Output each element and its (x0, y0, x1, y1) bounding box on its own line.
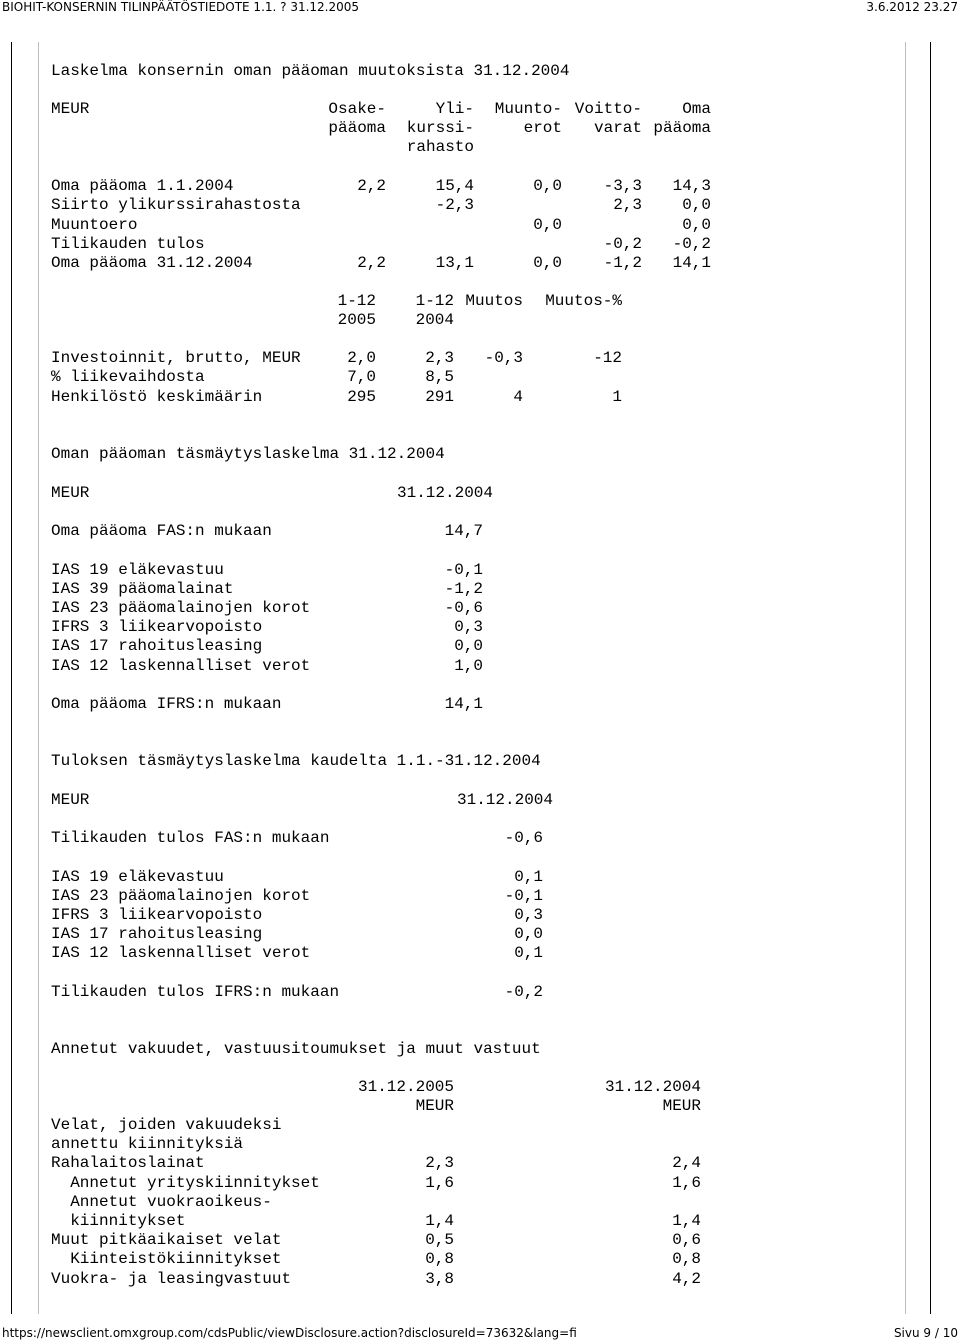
cell-value: -0,1 (504, 886, 543, 905)
row-label: Vuokra- ja leasingvastuut (51, 1269, 292, 1288)
cell-value: 0,8 (425, 1250, 454, 1269)
cell-value: 0,5 (425, 1231, 454, 1250)
section-title: Oman pääoman täsmäytyslaskelma 31.12.2004 (51, 445, 445, 463)
cell-value: 2,4 (672, 1154, 701, 1173)
column-header: pääoma (328, 119, 386, 137)
cell-value: 1,6 (672, 1173, 701, 1192)
cell-value: 1,0 (454, 656, 483, 675)
cell-value: 2,0 (347, 349, 376, 367)
column-header: 31.12.2004 (604, 1078, 701, 1096)
cell-value: 13,1 (435, 254, 474, 273)
document-title: BIOHIT-KONSERNIN TILINPÄÄTÖSTIEDOTE 1.1. ? 31.12.2005 (2, 0, 360, 14)
cell-value: 4 (513, 387, 523, 406)
cell-value: -12 (593, 349, 622, 367)
cell-value: 14,3 (672, 177, 711, 195)
cell-value: 2,3 (425, 349, 454, 367)
cell-value: 295 (347, 387, 376, 406)
row-label: IAS 12 laskennalliset verot (51, 944, 311, 963)
column-header: 1-12 (337, 292, 376, 310)
column-header: 31.12.2004 (396, 483, 493, 502)
column-header: Muutos-% (545, 292, 622, 310)
row-label: Muuntoero (51, 215, 138, 234)
cell-value: 1 (612, 387, 622, 406)
row-label: Oma pääoma 31.12.2004 (51, 254, 253, 273)
cell-value: -0,6 (444, 598, 483, 617)
cell-value: 1,4 (425, 1212, 454, 1230)
cell-value: 1,4 (672, 1212, 701, 1230)
row-label: Kiinteistökiinnitykset (51, 1250, 282, 1269)
row-label: Muut pitkäaikaiset velat (51, 1231, 282, 1250)
cell-value: 14,1 (672, 254, 711, 273)
column-header: rahasto (406, 138, 474, 156)
row-label: Oma pääoma IFRS:n mukaan (51, 694, 282, 713)
column-header: erot (523, 119, 562, 137)
row-label: Tilikauden tulos IFRS:n mukaan (51, 982, 340, 1001)
row-label: Annetut yrityskiinnitykset (51, 1173, 320, 1192)
row-label: Tilikauden tulos (51, 234, 205, 253)
cell-value: 0,8 (672, 1250, 701, 1269)
cell-value: 0,0 (514, 925, 543, 944)
column-header: 31.12.2004 (456, 790, 553, 809)
row-label: Oma pääoma 1.1.2004 (51, 177, 234, 195)
page-number: Sivu 9 / 10 (893, 1326, 958, 1340)
row-label: Annetut vuokraoikeus- (51, 1192, 272, 1211)
page-footer (0, 1325, 960, 1341)
unit-label: MEUR (51, 483, 90, 502)
cell-value: 14,7 (444, 522, 483, 540)
cell-value: 0,3 (514, 905, 543, 924)
cell-value: -0,6 (504, 829, 543, 847)
column-header: Muutos (465, 292, 523, 310)
cell-value: 2,2 (357, 254, 386, 273)
unit-label: MEUR (51, 100, 90, 118)
source-url: https://newsclient.omxgroup.com/cdsPublic/viewDisclosure.action?disclosureId=73632&lang=fi (2, 1326, 577, 1340)
row-label: Siirto ylikurssirahastosta (51, 196, 301, 215)
cell-value: 0,6 (672, 1231, 701, 1250)
cell-value: 2,3 (425, 1154, 454, 1173)
column-header: MEUR (662, 1097, 701, 1115)
column-header: pääoma (653, 119, 711, 137)
column-header: kurssi- (406, 119, 474, 137)
row-label: IAS 39 pääomalainat (51, 579, 234, 598)
column-header: 31.12.2005 (357, 1078, 454, 1096)
column-header: Muunto- (494, 100, 562, 118)
cell-value: -0,1 (444, 560, 483, 579)
row-label: Rahalaitoslainat (51, 1154, 205, 1173)
cell-value: 7,0 (347, 368, 376, 387)
row-label: IAS 23 pääomalainojen korot (51, 886, 311, 905)
section-title: Annetut vakuudet, vastuusitoumukset ja muut vastuut (51, 1040, 541, 1058)
cell-value: 2,3 (613, 196, 642, 215)
column-header: varat (593, 119, 642, 137)
row-label: IFRS 3 liikearvopoisto (51, 618, 263, 637)
cell-value: 0,0 (454, 637, 483, 656)
cell-value: 291 (425, 387, 454, 406)
row-label: IAS 17 rahoitusleasing (51, 637, 263, 656)
section-title: Tuloksen täsmäytyslaskelma kaudelta 1.1.-31.12.2004 (51, 752, 541, 770)
column-header: Osake- (328, 100, 386, 118)
cell-value: 14,1 (444, 694, 483, 713)
column-header: Voitto- (574, 100, 642, 118)
cell-value: 0,0 (533, 177, 562, 195)
cell-value: -2,3 (435, 196, 474, 215)
cell-value: -3,3 (603, 177, 642, 195)
column-header: Yli- (435, 100, 474, 118)
cell-value: -1,2 (603, 254, 642, 273)
row-label: Henkilöstö keskimäärin (51, 387, 263, 406)
row-label: IAS 23 pääomalainojen korot (51, 598, 311, 617)
row-label: Velat, joiden vakuudeksi (51, 1116, 282, 1134)
row-label: Oma pääoma FAS:n mukaan (51, 522, 272, 540)
row-label: IAS 19 eläkevastuu (51, 560, 224, 579)
column-header: 1-12 (415, 292, 454, 310)
unit-label: MEUR (51, 790, 90, 809)
row-label: IAS 17 rahoitusleasing (51, 925, 263, 944)
row-label: Investoinnit, brutto, MEUR (51, 349, 301, 367)
row-label: kiinnitykset (51, 1212, 186, 1230)
row-label: annettu kiinnityksiä (51, 1135, 244, 1154)
cell-value: 0,1 (514, 867, 543, 886)
cell-value: 0,0 (533, 254, 562, 273)
row-label: % liikevaihdosta (51, 368, 205, 387)
cell-value: 1,6 (425, 1173, 454, 1192)
column-header: 2005 (337, 311, 376, 329)
cell-value: 15,4 (435, 177, 474, 195)
cell-value: 0,0 (682, 196, 711, 215)
cell-value: 3,8 (425, 1269, 454, 1288)
row-label: IAS 12 laskennalliset verot (51, 656, 311, 675)
row-label: Tilikauden tulos FAS:n mukaan (51, 829, 330, 847)
column-header: MEUR (415, 1097, 454, 1115)
cell-value: -0,2 (672, 234, 711, 253)
section-title: Laskelma konsernin oman pääoman muutoksista 31.12.2004 (51, 62, 570, 80)
column-header: Oma (682, 100, 711, 118)
cell-value: -0,3 (484, 349, 523, 367)
row-label: IFRS 3 liikearvopoisto (51, 905, 263, 924)
cell-value: 8,5 (425, 368, 454, 387)
cell-value: 2,2 (357, 177, 386, 195)
column-header: 2004 (415, 311, 454, 329)
cell-value: -0,2 (504, 982, 543, 1001)
cell-value: 0,0 (682, 215, 711, 234)
cell-value: 0,3 (454, 618, 483, 637)
cell-value: -0,2 (603, 234, 642, 253)
cell-value: 4,2 (672, 1269, 701, 1288)
print-timestamp: 3.6.2012 23.27 (866, 0, 958, 14)
cell-value: -1,2 (444, 579, 483, 598)
row-label: IAS 19 eläkevastuu (51, 867, 224, 886)
cell-value: 0,0 (533, 215, 562, 234)
cell-value: 0,1 (514, 944, 543, 963)
